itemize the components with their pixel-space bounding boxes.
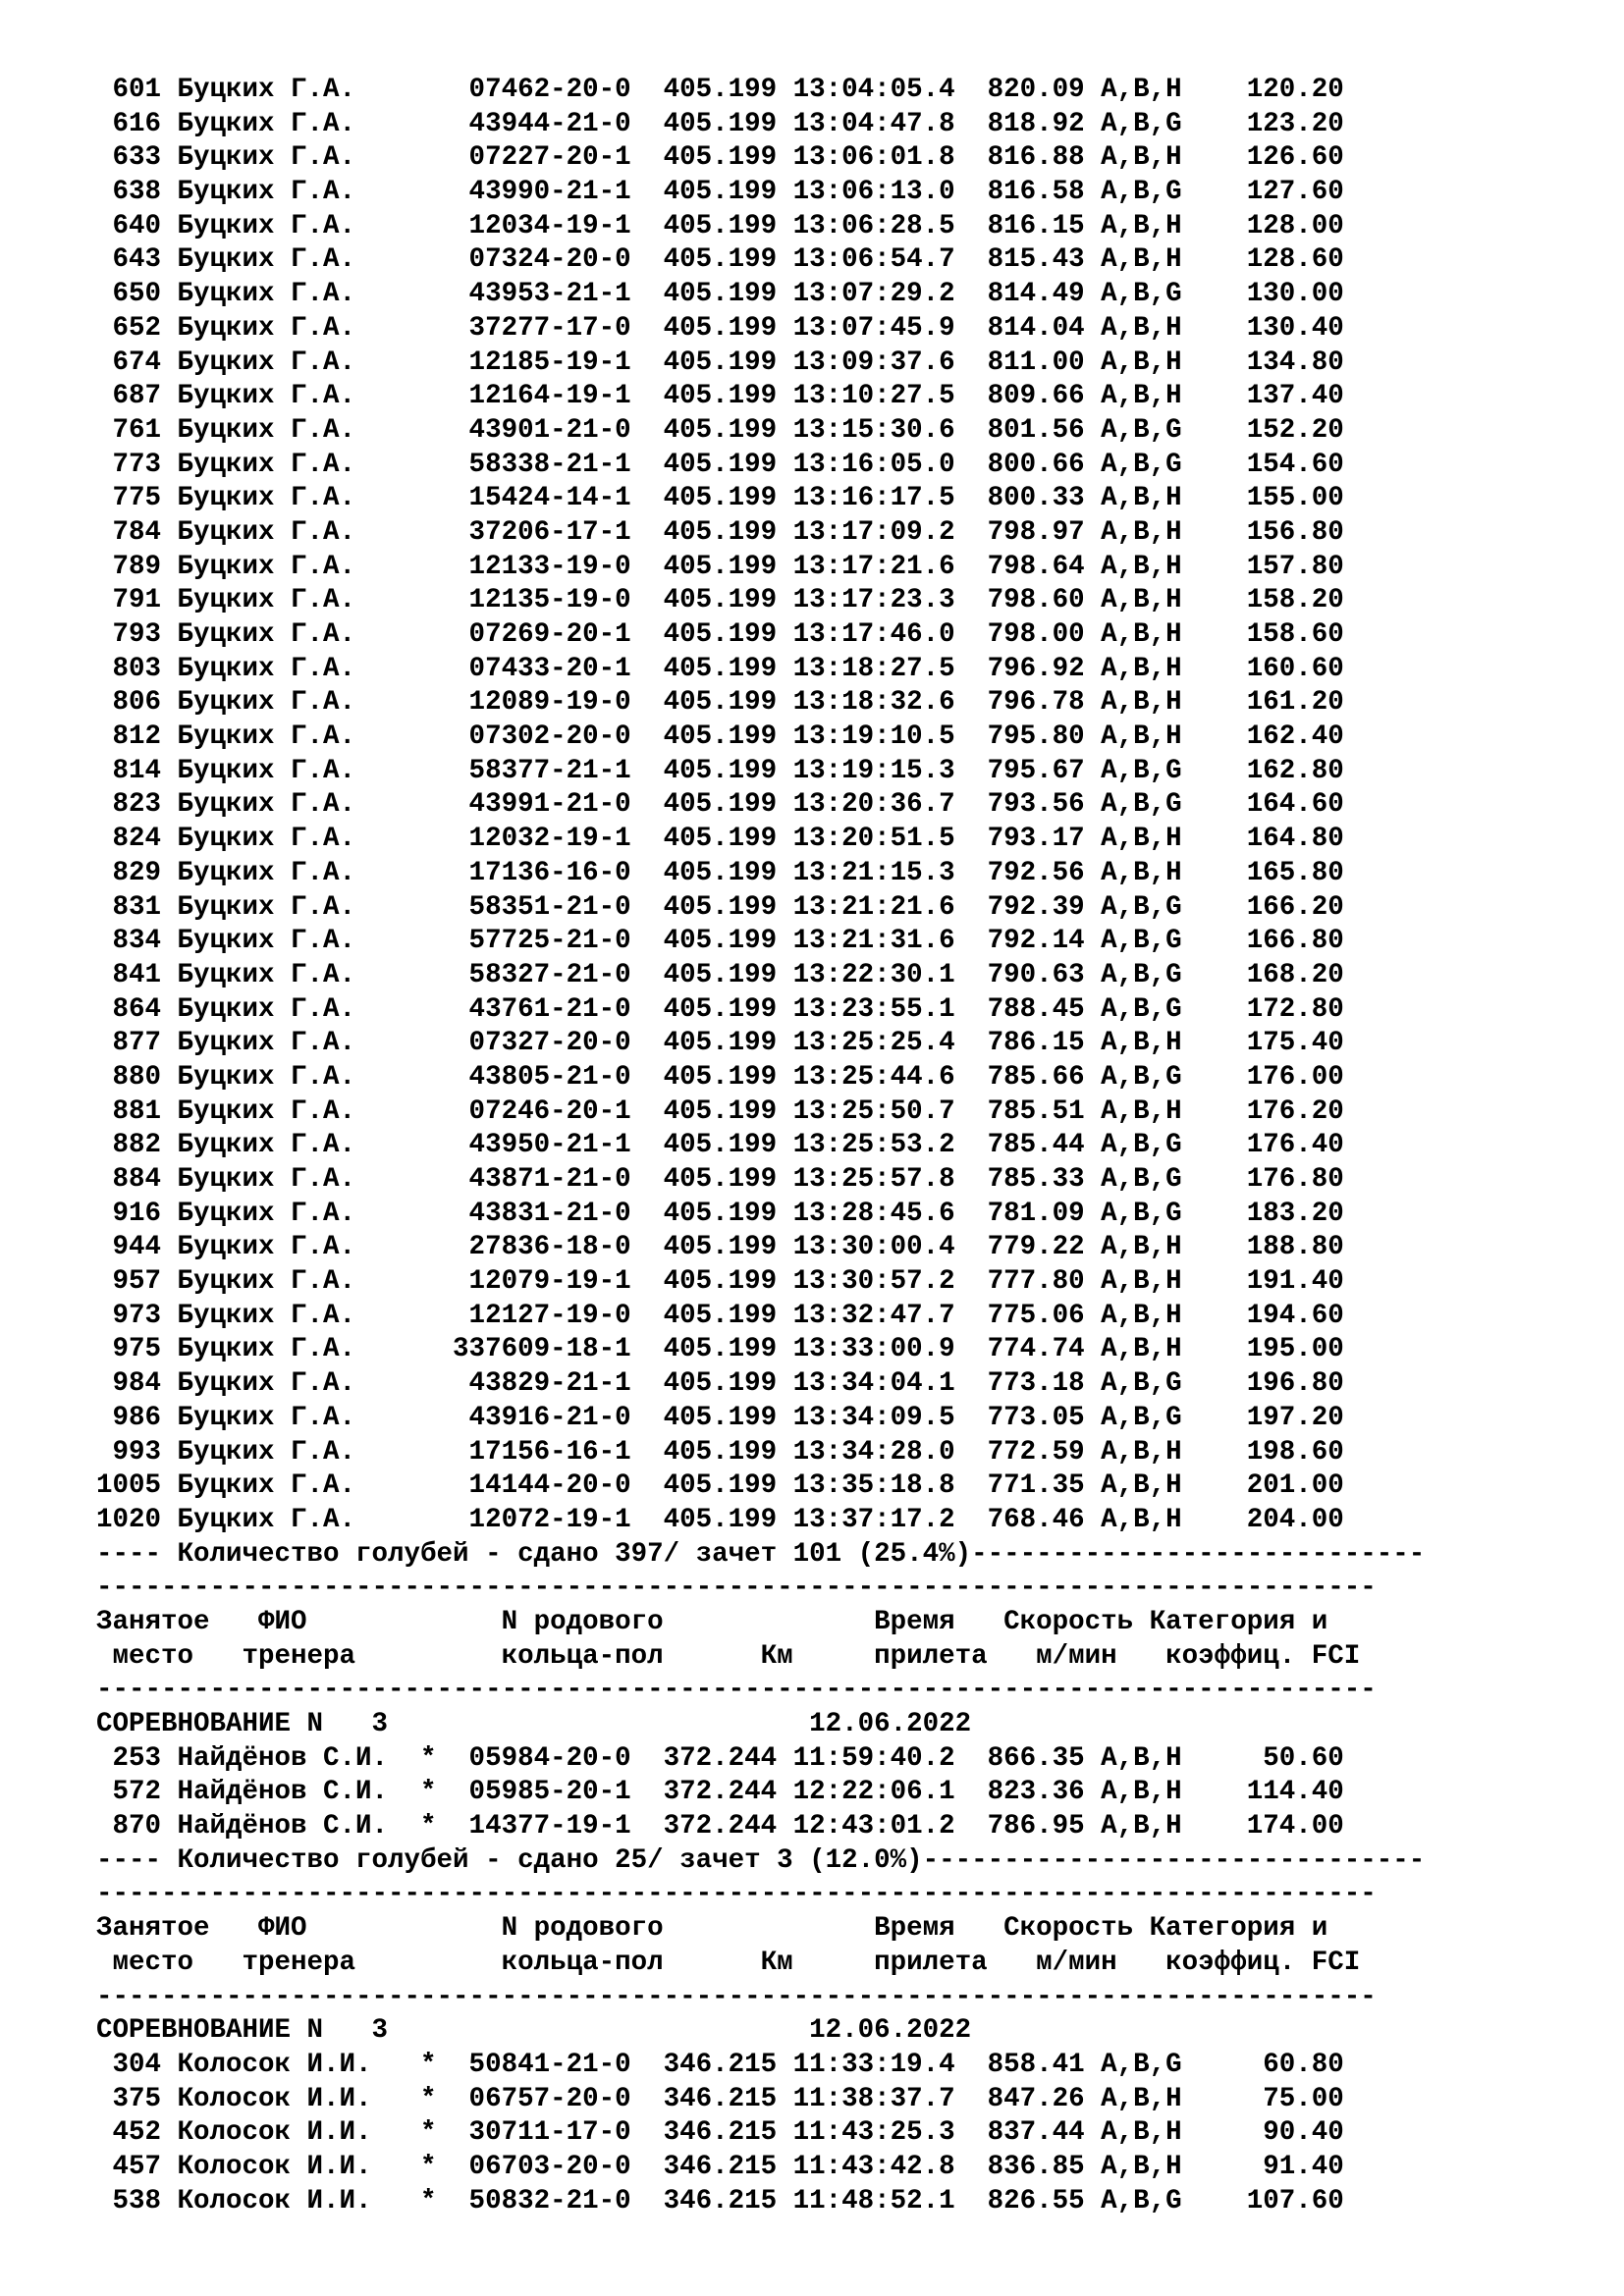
result-row: 823 Буцких Г.А. 43991-21-0 405.199 13:20:36.7 793.56 A,B,G 164.60 [96,789,1344,821]
result-row: 789 Буцких Г.А. 12133-19-0 405.199 13:17:21.6 798.64 A,B,H 157.80 [96,551,1344,582]
result-row: 601 Буцких Г.А. 07462-20-0 405.199 13:04:05.4 820.09 A,B,H 120.20 [96,75,1344,105]
summary-line: ---- Количество голубей - сдано 397/ зачет 101 (25.4%)---------------------------- [96,1538,1426,1570]
result-row: 824 Буцких Г.А. 12032-19-1 405.199 13:20:51.5 793.17 A,B,H 164.80 [96,824,1344,855]
summary-line: ---- Количество голубей - сдано 25/ зачет 3 (12.0%)------------------------------- [96,1844,1426,1876]
result-row: 775 Буцких Г.А. 15424-14-1 405.199 13:16:17.5 800.33 A,B,H 155.00 [96,483,1344,514]
result-row: 841 Буцких Г.А. 58327-21-0 405.199 13:22:30.1 790.63 A,B,G 168.20 [96,959,1344,990]
competition-title: СОРЕВНОВАНИЕ N 3 12.06.2022 [96,1709,972,1739]
competition-title: СОРЕВНОВАНИЕ N 3 12.06.2022 [96,2015,972,2047]
result-row: 993 Буцких Г.А. 17156-16-1 405.199 13:34:28.0 772.59 A,B,H 198.60 [96,1436,1344,1468]
result-row: 803 Буцких Г.А. 07433-20-1 405.199 13:18:27.5 796.92 A,B,H 160.60 [96,653,1344,684]
result-row: 633 Буцких Г.А. 07227-20-1 405.199 13:06:01.8 816.88 A,B,H 126.60 [96,142,1344,174]
result-row: 806 Буцких Г.А. 12089-19-0 405.199 13:18:32.6 796.78 A,B,H 161.20 [96,687,1344,719]
result-row: 882 Буцких Г.А. 43950-21-1 405.199 13:25:53.2 785.44 A,B,G 176.40 [96,1130,1344,1161]
result-row: 834 Буцких Г.А. 57725-21-0 405.199 13:21:31.6 792.14 A,B,G 166.80 [96,926,1344,957]
column-header: место тренера кольца-пол Км прилета м/мин коэффиц. FCI [96,1640,1361,1672]
result-row: 457 Колосок И.И. * 06703-20-0 346.215 11:43:42.8 836.85 A,B,H 91.40 [96,2151,1344,2182]
result-row: 884 Буцких Г.А. 43871-21-0 405.199 13:25:57.8 785.33 A,B,G 176.80 [96,1164,1344,1195]
result-row: 975 Буцких Г.А. 337609-18-1 405.199 13:33:00.9 774.74 A,B,H 195.00 [96,1334,1344,1365]
column-header: место тренера кольца-пол Км прилета м/мин коэффиц. FCI [96,1947,1361,1978]
results-report [96,74,1425,2218]
result-row: 829 Буцких Г.А. 17136-16-0 405.199 13:21:15.3 792.56 A,B,H 165.80 [96,857,1344,888]
result-row: 916 Буцких Г.А. 43831-21-0 405.199 13:28:45.6 781.09 A,B,G 183.20 [96,1198,1344,1229]
result-row: 538 Колосок И.И. * 50832-21-0 346.215 11:48:52.1 826.55 A,B,G 107.60 [96,2185,1344,2216]
result-row: 616 Буцких Г.А. 43944-21-0 405.199 13:04:47.8 818.92 A,B,G 123.20 [96,108,1344,139]
result-row: 793 Буцких Г.А. 07269-20-1 405.199 13:17:46.0 798.00 A,B,H 158.60 [96,619,1344,650]
result-row: 791 Буцких Г.А. 12135-19-0 405.199 13:17:23.3 798.60 A,B,H 158.20 [96,585,1344,616]
divider-line: ------------------------------------------------------------------------------- [96,1675,1377,1706]
result-row: 1020 Буцких Г.А. 12072-19-1 405.199 13:37:17.2 768.46 A,B,H 204.00 [96,1504,1344,1535]
column-header: Занятое ФИО N родового Время Скорость Категория и [96,1606,1328,1637]
result-row: 877 Буцких Г.А. 07327-20-0 405.199 13:25:25.4 786.15 A,B,H 175.40 [96,1028,1344,1059]
result-row: 643 Буцких Г.А. 07324-20-0 405.199 13:06:54.7 815.43 A,B,H 128.60 [96,244,1344,276]
result-row: 773 Буцких Г.А. 58338-21-1 405.199 13:16:05.0 800.66 A,B,G 154.60 [96,449,1344,480]
result-row: 253 Найдёнов С.И. * 05984-20-0 372.244 11:59:40.2 866.35 A,B,H 50.60 [96,1742,1344,1774]
result-row: 687 Буцких Г.А. 12164-19-1 405.199 13:10:27.5 809.66 A,B,H 137.40 [96,381,1344,412]
result-row: 944 Буцких Г.А. 27836-18-0 405.199 13:30:00.4 779.22 A,B,H 188.80 [96,1232,1344,1263]
result-row: 870 Найдёнов С.И. * 14377-19-1 372.244 12:43:01.2 786.95 A,B,H 174.00 [96,1811,1344,1842]
result-row: 572 Найдёнов С.И. * 05985-20-1 372.244 12:22:06.1 823.36 A,B,H 114.40 [96,1777,1344,1808]
divider-line: ------------------------------------------------------------------------------- [96,1981,1377,2012]
result-row: 784 Буцких Г.А. 37206-17-1 405.199 13:17:09.2 798.97 A,B,H 156.80 [96,516,1344,548]
result-row: 304 Колосок И.И. * 50841-21-0 346.215 11:33:19.4 858.41 A,B,G 60.80 [96,2049,1344,2080]
result-row: 831 Буцких Г.А. 58351-21-0 405.199 13:21:21.6 792.39 A,B,G 166.20 [96,891,1344,923]
result-row: 650 Буцких Г.А. 43953-21-1 405.199 13:07:29.2 814.49 A,B,G 130.00 [96,279,1344,310]
result-row: 984 Буцких Г.А. 43829-21-1 405.199 13:34:04.1 773.18 A,B,G 196.80 [96,1368,1344,1400]
result-row: 814 Буцких Г.А. 58377-21-1 405.199 13:19:15.3 795.67 A,B,G 162.80 [96,755,1344,786]
result-row: 640 Буцких Г.А. 12034-19-1 405.199 13:06:28.5 816.15 A,B,H 128.00 [96,210,1344,241]
result-row: 812 Буцких Г.А. 07302-20-0 405.199 13:19:10.5 795.80 A,B,H 162.40 [96,721,1344,753]
column-header: Занятое ФИО N родового Время Скорость Категория и [96,1913,1328,1945]
result-row: 674 Буцких Г.А. 12185-19-1 405.199 13:09:37.6 811.00 A,B,H 134.80 [96,347,1344,378]
result-row: 957 Буцких Г.А. 12079-19-1 405.199 13:30:57.2 777.80 A,B,H 191.40 [96,1266,1344,1298]
result-row: 880 Буцких Г.А. 43805-21-0 405.199 13:25:44.6 785.66 A,B,G 176.00 [96,1061,1344,1093]
result-row: 452 Колосок И.И. * 30711-17-0 346.215 11:43:25.3 837.44 A,B,H 90.40 [96,2117,1344,2149]
divider-line: ------------------------------------------------------------------------------- [96,1879,1377,1910]
result-row: 864 Буцких Г.А. 43761-21-0 405.199 13:23:55.1 788.45 A,B,G 172.80 [96,993,1344,1025]
result-row: 1005 Буцких Г.А. 14144-20-0 405.199 13:35:18.8 771.35 A,B,H 201.00 [96,1470,1344,1502]
result-row: 986 Буцких Г.А. 43916-21-0 405.199 13:34:09.5 773.05 A,B,G 197.20 [96,1402,1344,1433]
divider-line: ------------------------------------------------------------------------------- [96,1573,1377,1604]
result-row: 881 Буцких Г.А. 07246-20-1 405.199 13:25:50.7 785.51 A,B,H 176.20 [96,1095,1344,1127]
result-row: 761 Буцких Г.А. 43901-21-0 405.199 13:15:30.6 801.56 A,B,G 152.20 [96,414,1344,446]
result-row: 638 Буцких Г.А. 43990-21-1 405.199 13:06:13.0 816.58 A,B,G 127.60 [96,177,1344,208]
result-row: 652 Буцких Г.А. 37277-17-0 405.199 13:07:45.9 814.04 A,B,H 130.40 [96,312,1344,344]
result-row: 375 Колосок И.И. * 06757-20-0 346.215 11:38:37.7 847.26 A,B,H 75.00 [96,2083,1344,2114]
result-row: 973 Буцких Г.А. 12127-19-0 405.199 13:32:47.7 775.06 A,B,H 194.60 [96,1300,1344,1331]
